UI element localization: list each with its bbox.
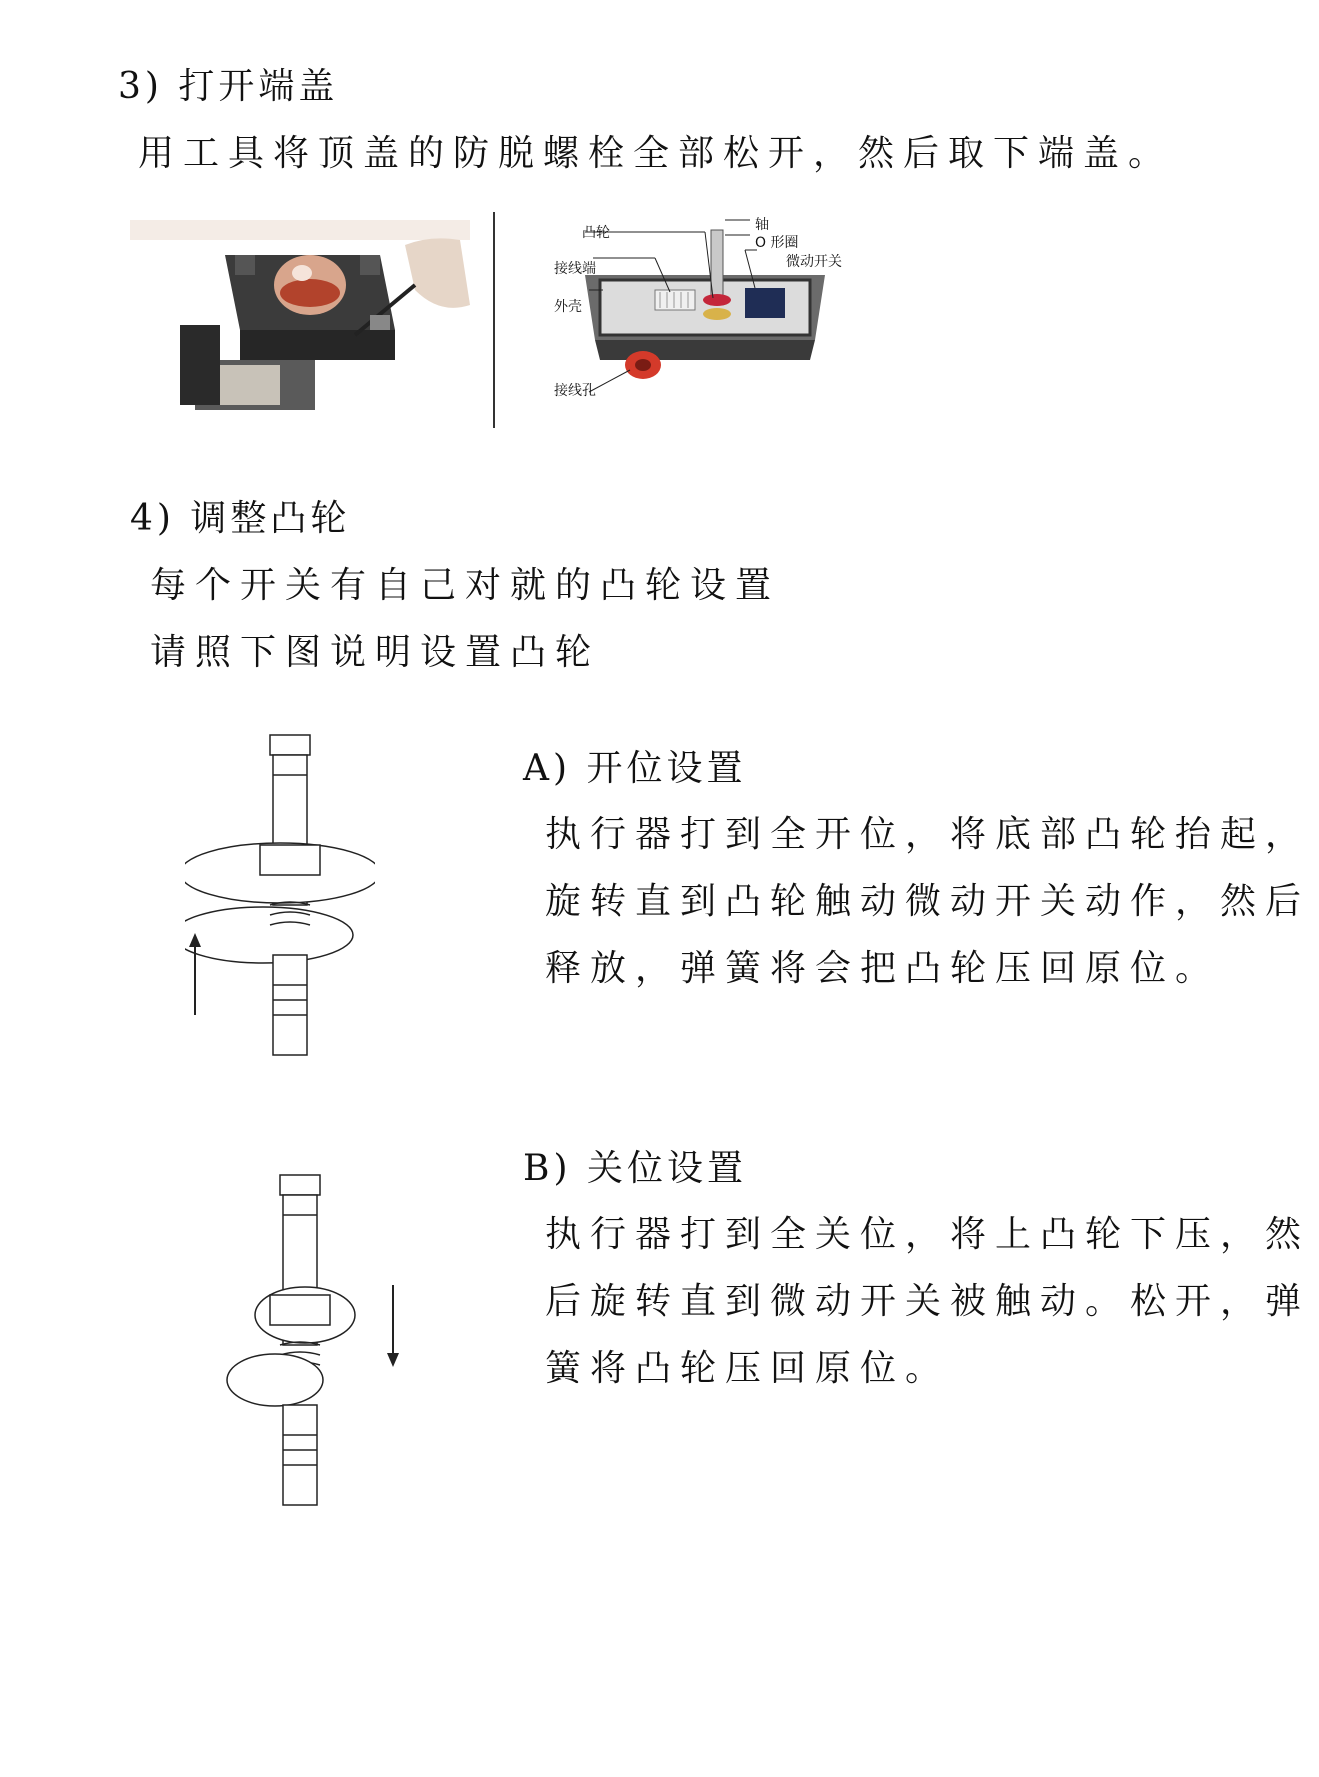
setting-b-heading: B) 关位设置 xyxy=(523,1148,747,1189)
section-4-line-1: 每个开关有自己对就的凸轮设置 xyxy=(150,565,781,606)
section-4-line-2: 请照下图说明设置凸轮 xyxy=(150,632,601,673)
setting-a-heading: A) 开位设置 xyxy=(523,748,747,789)
section-4-heading: 4) 调整凸轮 xyxy=(130,498,351,539)
label-housing: 外壳 xyxy=(554,299,582,315)
setting-b-line-1: 执行器打到全关位，将上凸轮下压，然 xyxy=(545,1214,1311,1255)
label-shaft: 轴 xyxy=(755,217,769,233)
setting-a-line-3: 释放，弹簧将会把凸轮压回原位。 xyxy=(545,948,1221,989)
label-micro-switch: 微动开关 xyxy=(786,254,842,270)
figure-open-position xyxy=(185,725,375,1085)
section-3-body: 用工具将顶盖的防脱螺栓全部松开，然后取下端盖。 xyxy=(138,133,1174,174)
setting-a-line-2: 旋转直到凸轮触动微动开关动作，然后 xyxy=(545,881,1311,922)
setting-a-line-1: 执行器打到全开位，将底部凸轮抬起， xyxy=(545,814,1311,855)
section-3-heading: 3) 打开端盖 xyxy=(118,66,339,107)
setting-b-line-2: 后旋转直到微动开关被触动。松开，弹 xyxy=(545,1281,1311,1322)
image-divider xyxy=(493,212,495,428)
label-terminal: 接线端 xyxy=(554,261,596,277)
label-o-ring: O 形圈 xyxy=(755,235,799,251)
photo-remove-cover xyxy=(130,215,470,415)
figure-closed-position xyxy=(225,1165,415,1525)
setting-b-line-3: 簧将凸轮压回原位。 xyxy=(545,1348,951,1389)
label-wiring-hole: 接线孔 xyxy=(554,383,596,399)
label-cam: 凸轮 xyxy=(582,225,610,241)
